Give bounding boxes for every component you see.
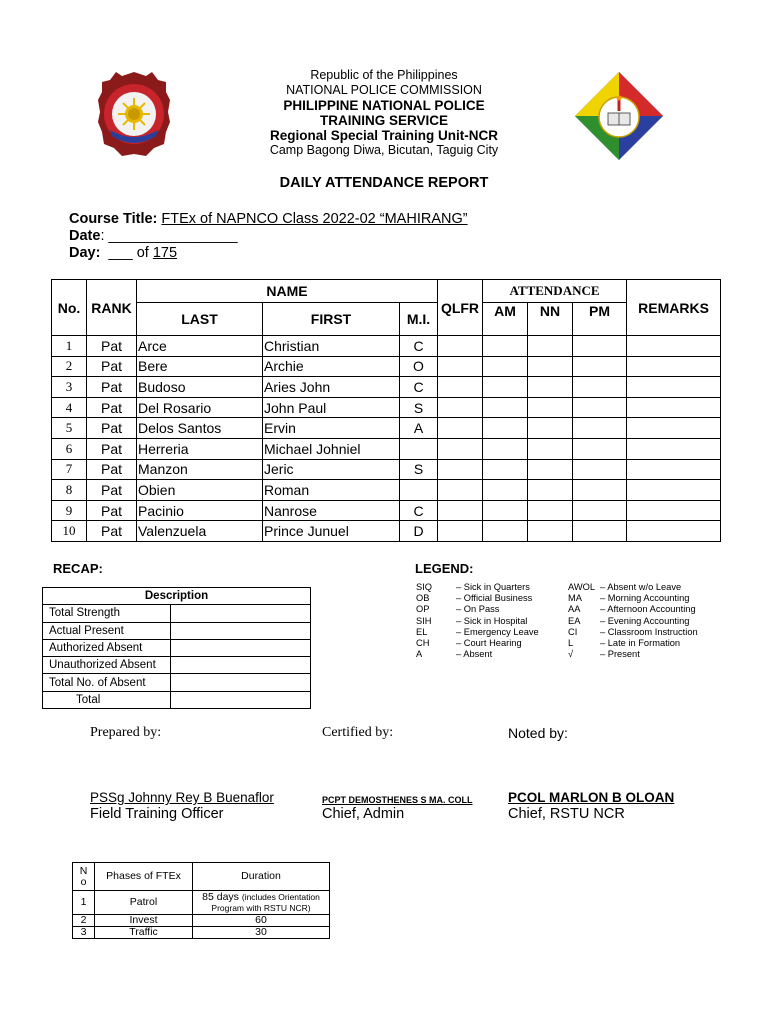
legend-code: L (568, 638, 574, 649)
course-title-value: FTEx of NAPNCO Class 2022-02 “MAHIRANG” (161, 211, 468, 227)
legend-code: OB (416, 593, 430, 604)
header-last: LAST (137, 303, 263, 336)
legend-code: OP (416, 604, 430, 615)
row-remarks-cell (627, 500, 721, 521)
row-rank: Pat (87, 377, 137, 398)
attendance-row (52, 459, 721, 480)
recap-value-cell (171, 622, 311, 639)
row-am-cell (483, 418, 528, 439)
row-am-cell (483, 336, 528, 357)
row-middle-initial: C (400, 336, 438, 357)
row-first-name: Jeric (263, 459, 400, 480)
row-pm-cell (573, 397, 627, 418)
row-nn-cell (528, 438, 573, 459)
recap-total-absent: Total No. of Absent (43, 674, 171, 691)
recap-unauthorized-absent: Unauthorized Absent (43, 657, 171, 674)
row-qlfr-cell (438, 521, 483, 542)
legend-description: – Absent w/o Leave (600, 582, 682, 592)
attendance-row (52, 377, 721, 398)
row-no: 5 (52, 418, 87, 439)
legend-row (416, 649, 698, 660)
phase-duration: 60 (193, 915, 330, 927)
prepared-by-title: Field Training Officer (90, 806, 224, 822)
legend-row (416, 593, 698, 604)
header-nn: NN (528, 303, 573, 336)
noted-by-title: Chief, RSTU NCR (508, 806, 625, 822)
recap-total-strength: Total Strength (43, 605, 171, 622)
phase-no: 2 (73, 915, 95, 927)
date-label: Date (69, 228, 101, 244)
row-am-cell (483, 480, 528, 501)
row-pm-cell (573, 377, 627, 398)
row-last-name: Bere (137, 356, 263, 377)
phases-header-phases: Phases of FTEx (95, 863, 193, 891)
header-first: FIRST (263, 303, 400, 336)
row-nn-cell (528, 459, 573, 480)
attendance-table (51, 279, 721, 542)
row-pm-cell (573, 418, 627, 439)
header-napolcom: NATIONAL POLICE COMMISSION (286, 83, 482, 97)
row-rank: Pat (87, 336, 137, 357)
row-remarks-cell (627, 336, 721, 357)
row-last-name: Valenzuela (137, 521, 263, 542)
header-training-service: TRAINING SERVICE (319, 113, 449, 128)
row-first-name: Archie (263, 356, 400, 377)
phases-table (72, 862, 330, 939)
row-first-name: Michael Johniel (263, 438, 400, 459)
row-rank: Pat (87, 459, 137, 480)
legend-description: – Evening Accounting (600, 615, 690, 626)
row-last-name: Pacinio (137, 500, 263, 521)
header-attendance: ATTENDANCE (483, 280, 627, 303)
row-middle-initial: S (400, 459, 438, 480)
row-first-name: Roman (263, 480, 400, 501)
phase-duration-main: 85 days (202, 890, 239, 903)
attendance-row (52, 480, 721, 501)
attendance-row (52, 521, 721, 542)
date-blank: : ________________ (100, 228, 238, 244)
header-address: Camp Bagong Diwa, Bicutan, Taguig City (269, 143, 499, 157)
row-pm-cell (573, 521, 627, 542)
legend-description: – Classroom Instruction (600, 626, 698, 637)
legend-code: AWOL (568, 582, 596, 592)
recap-value-cell (171, 639, 311, 656)
row-no: 9 (52, 500, 87, 521)
row-am-cell (483, 521, 528, 542)
header-rank: RANK (87, 280, 137, 336)
phase-name: Invest (95, 915, 193, 927)
legend-code: AA (568, 604, 581, 615)
row-rank: Pat (87, 397, 137, 418)
day-blank: ___ (108, 245, 133, 261)
row-remarks-cell (627, 377, 721, 398)
phases-header-no-1: N (79, 864, 88, 877)
row-middle-initial: O (400, 356, 438, 377)
legend-code: EA (568, 615, 581, 626)
legend-code: MA (568, 593, 582, 604)
header-pnp: PHILIPPINE NATIONAL POLICE (283, 98, 485, 113)
legend-description: – Absent (456, 649, 493, 660)
legend-description: – On Pass (456, 604, 500, 615)
phase-name: Patrol (95, 891, 193, 915)
phases-header-no-2: o (80, 875, 87, 888)
row-remarks-cell (627, 480, 721, 501)
row-nn-cell (528, 480, 573, 501)
row-first-name: John Paul (263, 397, 400, 418)
row-am-cell (483, 377, 528, 398)
noted-by-name: PCOL MARLON B OLOAN (508, 790, 675, 805)
row-first-name: Christian (263, 336, 400, 357)
phase-no: 1 (73, 891, 95, 915)
legend-description: – Emergency Leave (456, 626, 539, 637)
phase-duration: 30 (193, 927, 330, 939)
row-last-name: Obien (137, 480, 263, 501)
recap-value-cell (171, 657, 311, 674)
course-title-label: Course Title: (69, 211, 158, 227)
legend-description: – Afternoon Accounting (600, 604, 696, 615)
course-info (69, 211, 468, 262)
phases-header-no (73, 863, 95, 891)
row-am-cell (483, 397, 528, 418)
row-first-name: Prince Junuel (263, 521, 400, 542)
legend-description: – Late in Formation (600, 638, 681, 649)
row-qlfr-cell (438, 418, 483, 439)
row-middle-initial: S (400, 397, 438, 418)
recap-total: Total (43, 691, 171, 708)
legend-code: CI (568, 626, 578, 637)
attendance-row (52, 438, 721, 459)
row-qlfr-cell (438, 459, 483, 480)
row-rank: Pat (87, 480, 137, 501)
row-middle-initial (400, 480, 438, 501)
legend-row (416, 604, 698, 615)
legend-code: CH (416, 638, 430, 649)
header-am: AM (483, 303, 528, 336)
attendance-row (52, 397, 721, 418)
phase-name: Traffic (95, 927, 193, 939)
day-label: Day: (69, 245, 101, 261)
legend-row (416, 638, 698, 649)
recap-value-cell (171, 674, 311, 691)
row-nn-cell (528, 356, 573, 377)
legend-row (416, 627, 698, 638)
row-first-name: Nanrose (263, 500, 400, 521)
prepared-by-label: Prepared by: (90, 725, 162, 740)
row-nn-cell (528, 418, 573, 439)
recap-description-header: Description (43, 588, 311, 605)
row-no: 7 (52, 459, 87, 480)
prepared-by-name: PSSg Johnny Rey B Buenaflor (90, 790, 274, 805)
row-qlfr-cell (438, 336, 483, 357)
header-remarks: REMARKS (627, 280, 721, 336)
row-nn-cell (528, 521, 573, 542)
report-title: DAILY ATTENDANCE REPORT (279, 175, 489, 191)
row-nn-cell (528, 397, 573, 418)
row-nn-cell (528, 500, 573, 521)
row-pm-cell (573, 500, 627, 521)
row-pm-cell (573, 459, 627, 480)
letterhead (0, 68, 768, 158)
recap-authorized-absent: Authorized Absent (43, 639, 171, 656)
row-rank: Pat (87, 356, 137, 377)
row-no: 10 (52, 521, 87, 542)
row-remarks-cell (627, 459, 721, 480)
phase-no: 3 (73, 927, 95, 939)
day-of: of (136, 245, 149, 261)
row-remarks-cell (627, 521, 721, 542)
legend-label: LEGEND: (415, 561, 474, 576)
certified-by-label: Certified by: (322, 725, 394, 740)
recap-value-cell (171, 691, 311, 708)
legend-code: √ (568, 649, 574, 660)
row-remarks-cell (627, 356, 721, 377)
row-rank: Pat (87, 521, 137, 542)
row-qlfr-cell (438, 397, 483, 418)
row-rank: Pat (87, 438, 137, 459)
legend-row (416, 616, 698, 627)
row-pm-cell (573, 480, 627, 501)
row-first-name: Ervin (263, 418, 400, 439)
phase-duration (193, 891, 330, 915)
row-pm-cell (573, 356, 627, 377)
legend (416, 582, 698, 660)
row-nn-cell (528, 377, 573, 398)
row-no: 3 (52, 377, 87, 398)
row-qlfr-cell (438, 438, 483, 459)
row-no: 8 (52, 480, 87, 501)
row-am-cell (483, 356, 528, 377)
noted-by-label: Noted by: (508, 725, 568, 741)
row-am-cell (483, 500, 528, 521)
legend-code: EL (416, 626, 428, 637)
row-qlfr-cell (438, 356, 483, 377)
row-first-name: Aries John (263, 377, 400, 398)
row-remarks-cell (627, 438, 721, 459)
attendance-row (52, 356, 721, 377)
legend-row (416, 582, 698, 593)
row-middle-initial: A (400, 418, 438, 439)
row-am-cell (483, 459, 528, 480)
header-rstu: Regional Special Training Unit-NCR (269, 128, 499, 143)
row-no: 1 (52, 336, 87, 357)
header-no: No. (52, 280, 87, 336)
certified-by-name: PCPT DEMOSTHENES S MA. COLL (322, 795, 473, 805)
row-no: 2 (52, 356, 87, 377)
row-last-name: Arce (137, 336, 263, 357)
legend-code: SIH (416, 615, 432, 626)
recap-table (42, 587, 311, 709)
phase-duration-note: (includes Orientation Program with RSTU NCR) (211, 891, 320, 913)
phases-header-duration: Duration (193, 863, 330, 891)
legend-description: – Sick in Quarters (456, 582, 530, 592)
attendance-row (52, 418, 721, 439)
legend-code: A (416, 649, 423, 660)
row-middle-initial: D (400, 521, 438, 542)
row-no: 4 (52, 397, 87, 418)
row-qlfr-cell (438, 500, 483, 521)
day-total: 175 (152, 245, 178, 261)
row-nn-cell (528, 336, 573, 357)
legend-description: – Present (600, 649, 640, 660)
header-qlfr: QLFR (438, 280, 483, 336)
legend-description: – Official Business (456, 593, 533, 604)
row-no: 6 (52, 438, 87, 459)
recap-label: RECAP: (53, 561, 103, 576)
row-qlfr-cell (438, 480, 483, 501)
row-middle-initial: C (400, 377, 438, 398)
recap-actual-present: Actual Present (43, 622, 171, 639)
row-pm-cell (573, 438, 627, 459)
row-rank: Pat (87, 500, 137, 521)
legend-code: SIQ (416, 582, 433, 592)
attendance-row (52, 336, 721, 357)
row-rank: Pat (87, 418, 137, 439)
legend-description: – Court Hearing (456, 638, 522, 649)
row-last-name: Budoso (137, 377, 263, 398)
header-pm: PM (573, 303, 627, 336)
row-remarks-cell (627, 418, 721, 439)
row-last-name: Herreria (137, 438, 263, 459)
row-am-cell (483, 438, 528, 459)
row-last-name: Delos Santos (137, 418, 263, 439)
row-last-name: Manzon (137, 459, 263, 480)
attendance-row (52, 500, 721, 521)
recap-value-cell (171, 605, 311, 622)
row-qlfr-cell (438, 377, 483, 398)
legend-description: – Morning Accounting (600, 593, 690, 604)
header-mi: M.I. (400, 303, 438, 336)
row-last-name: Del Rosario (137, 397, 263, 418)
row-middle-initial: C (400, 500, 438, 521)
row-remarks-cell (627, 397, 721, 418)
header-name: NAME (137, 280, 438, 303)
legend-description: – Sick in Hospital (456, 615, 528, 626)
row-pm-cell (573, 336, 627, 357)
row-middle-initial (400, 438, 438, 459)
header-republic: Republic of the Philippines (310, 68, 458, 82)
certified-by-title: Chief, Admin (322, 806, 405, 822)
